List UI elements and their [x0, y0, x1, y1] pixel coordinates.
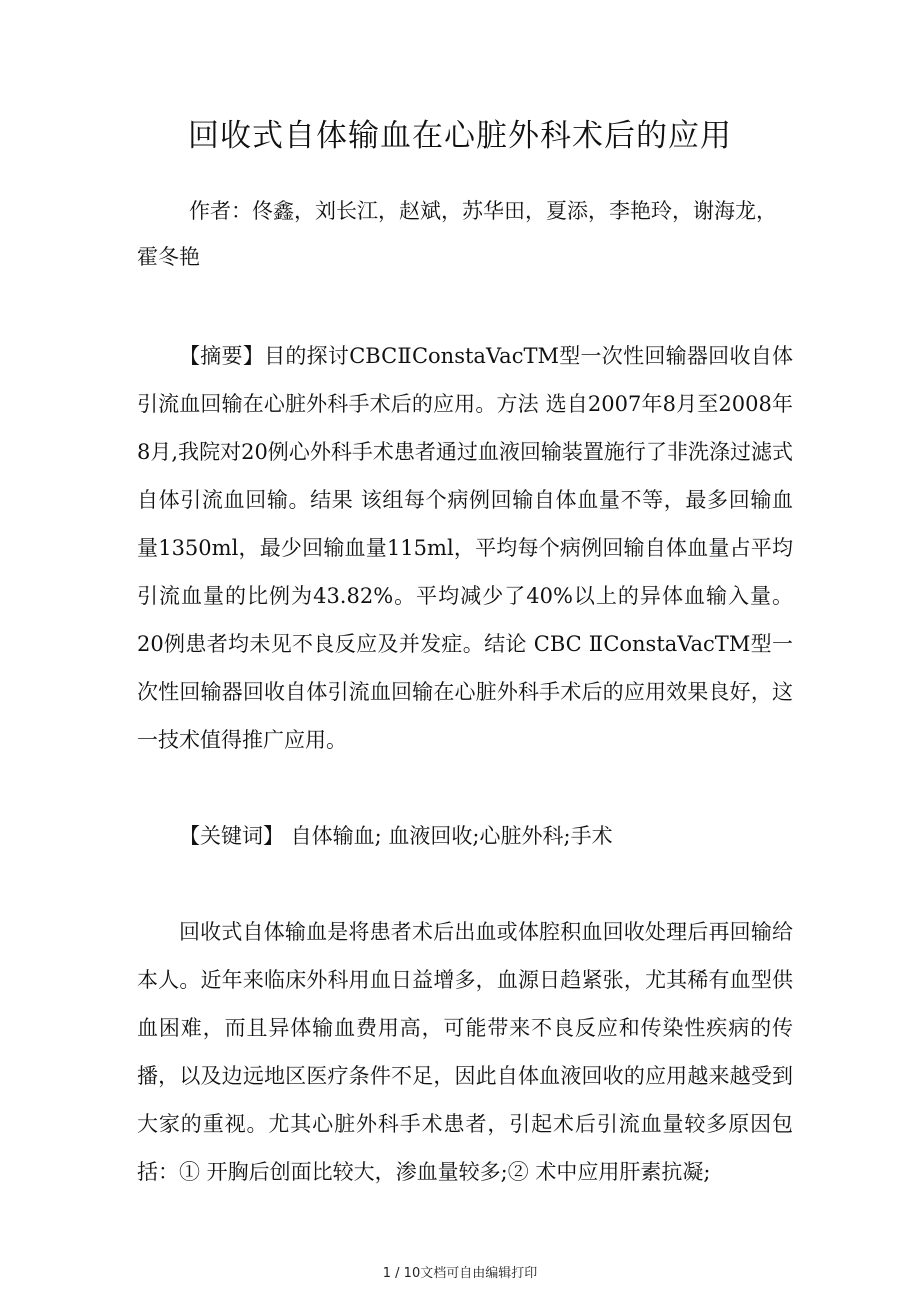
document-title: 回收式自体输血在心脏外科术后的应用 — [188, 118, 732, 154]
keywords-paragraph: 【关键词】 自体输血; 血液回收;心脏外科;手术 — [179, 824, 613, 848]
page-footer: 1 / 10文档可自由编辑打印 — [382, 1266, 538, 1281]
author-list: 作者：佟鑫，刘长江，赵斌，苏华田，夏添，李艳玲，谢海龙，霍冬艳 — [137, 199, 777, 269]
abstract-paragraph: 【摘要】目的探讨CBCⅡConstaVacTM型一次性回输器回收自体引流血回输在心脏外科手术后的应用。方法 选自2007年8月至2008年8月,我院对20例心外科手术患者通过血液回输装置施行了非洗涤过滤式自体引流血回输。结果 该组每个病例回输自体血量不等，最多回输血量1350ml，最少回输血量115ml，平均每个病例回输自体血量占平均引流血量的比例为43.82%。平均减少了40%以上的异体血输入量。20例患者均未见不良反应及并发症。结论 CBC ⅡConstaVacTM型一次性回输器回收自体引流血回输在心脏外科手术后的应用效果良好，这一技术值得推广应用。 — [137, 344, 793, 752]
body-paragraph: 回收式自体输血是将患者术后出血或体腔积血回收处理后再回输给本人。近年来临床外科用血日益增多，血源日趋紧张，尤其稀有血型供血困难，而且异体输血费用高，可能带来不良反应和传染性疾病的传播，以及边远地区医疗条件不足，因此自体血液回收的应用越来越受到大家的重视。尤其心脏外科手术患者，引起术后引流血量较多原因包括：① 开胸后创面比较大，渗血量较多;② 术中应用肝素抗凝; — [137, 920, 793, 1184]
